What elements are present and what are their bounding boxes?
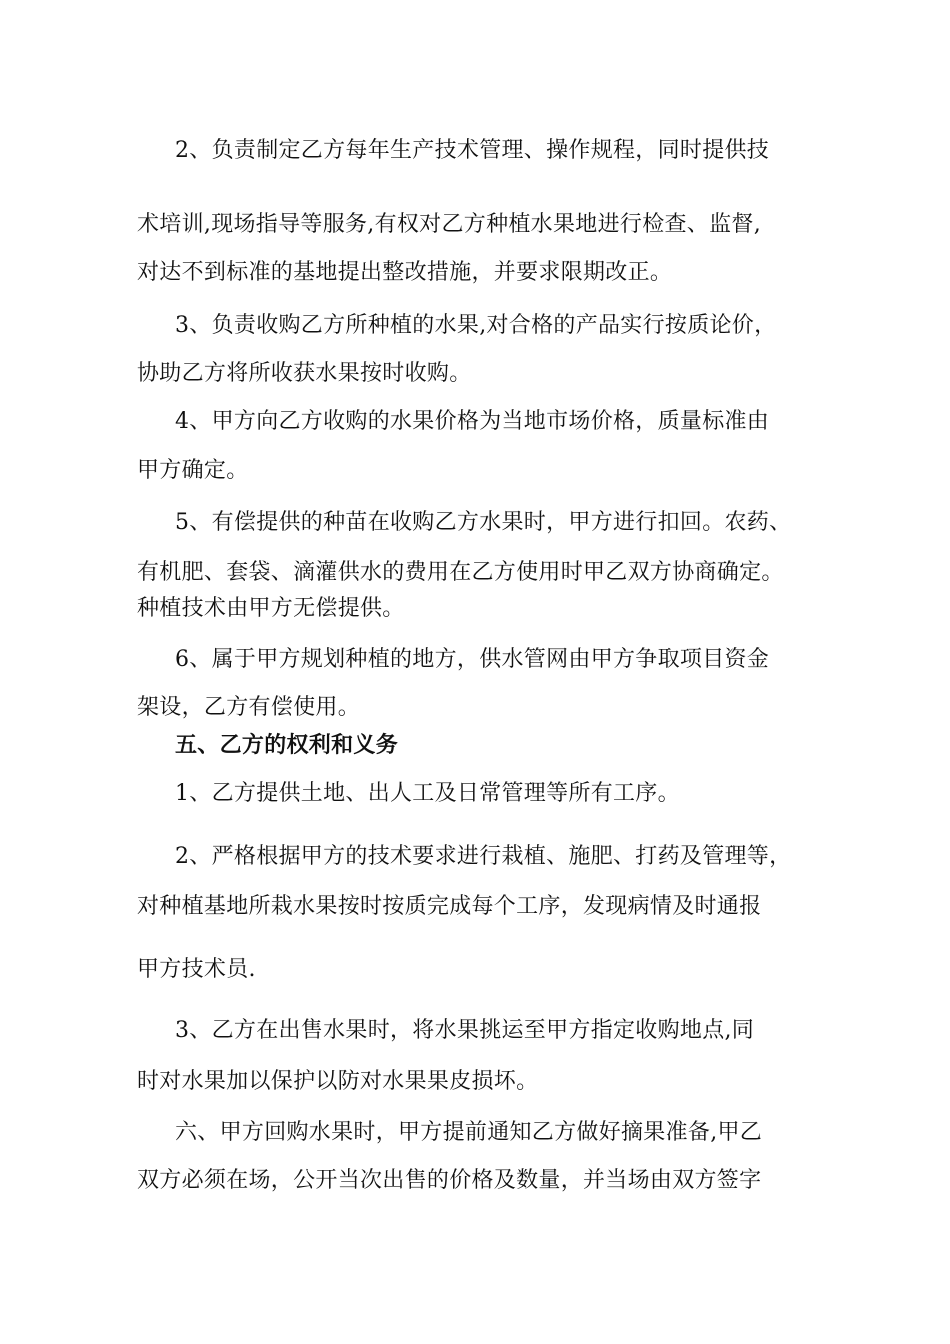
- paragraph-line: 5、有偿提供的种苗在收购乙方水果时，甲方进行扣回。农药、: [175, 510, 792, 535]
- paragraph-line: 2、负责制定乙方每年生产技术管理、操作规程，同时提供技: [175, 138, 770, 163]
- paragraph-line: 协助乙方将所收获水果按时收购。: [137, 361, 472, 386]
- paragraph-line: 有机肥、套袋、滴灌供水的费用在乙方使用时甲乙双方协商确定。: [137, 560, 784, 585]
- section-heading: 五、乙方的权利和义务: [175, 732, 399, 758]
- paragraph-line: 架设，乙方有偿使用。: [137, 695, 361, 720]
- paragraph-line: 术培训,现场指导等服务,有权对乙方种植水果地进行检查、监督,: [137, 212, 761, 237]
- paragraph-line: 1、乙方提供土地、出人工及日常管理等所有工序。: [175, 781, 680, 806]
- paragraph-line: 6、属于甲方规划种植的地方，供水管网由甲方争取项目资金: [175, 647, 770, 672]
- paragraph-line: 双方必须在场，公开当次出售的价格及数量，并当场由双方签字: [137, 1168, 762, 1193]
- paragraph-line: 3、负责收购乙方所种植的水果,对合格的产品实行按质论价，: [175, 313, 777, 338]
- paragraph-line: 对达不到标准的基地提出整改措施，并要求限期改正。: [137, 260, 673, 285]
- paragraph-line: 3、乙方在出售水果时，将水果挑运至甲方指定收购地点,同: [175, 1018, 755, 1043]
- paragraph-line: 4、甲方向乙方收购的水果价格为当地市场价格，质量标准由: [175, 409, 770, 434]
- paragraph-line: 时对水果加以保护以防对水果果皮损坏。: [137, 1069, 539, 1094]
- paragraph-line: 对种植基地所栽水果按时按质完成每个工序，发现病情及时通报: [137, 894, 762, 919]
- paragraph-line: 种植技术由甲方无偿提供。: [137, 596, 405, 621]
- paragraph-line: 甲方技术员.: [137, 957, 256, 982]
- paragraph-line: 甲方确定。: [137, 458, 249, 483]
- paragraph-line: 2、严格根据甲方的技术要求进行栽植、施肥、打药及管理等，: [175, 844, 792, 869]
- paragraph-line: 六、甲方回购水果时，甲方提前通知乙方做好摘果准备,甲乙: [175, 1120, 763, 1145]
